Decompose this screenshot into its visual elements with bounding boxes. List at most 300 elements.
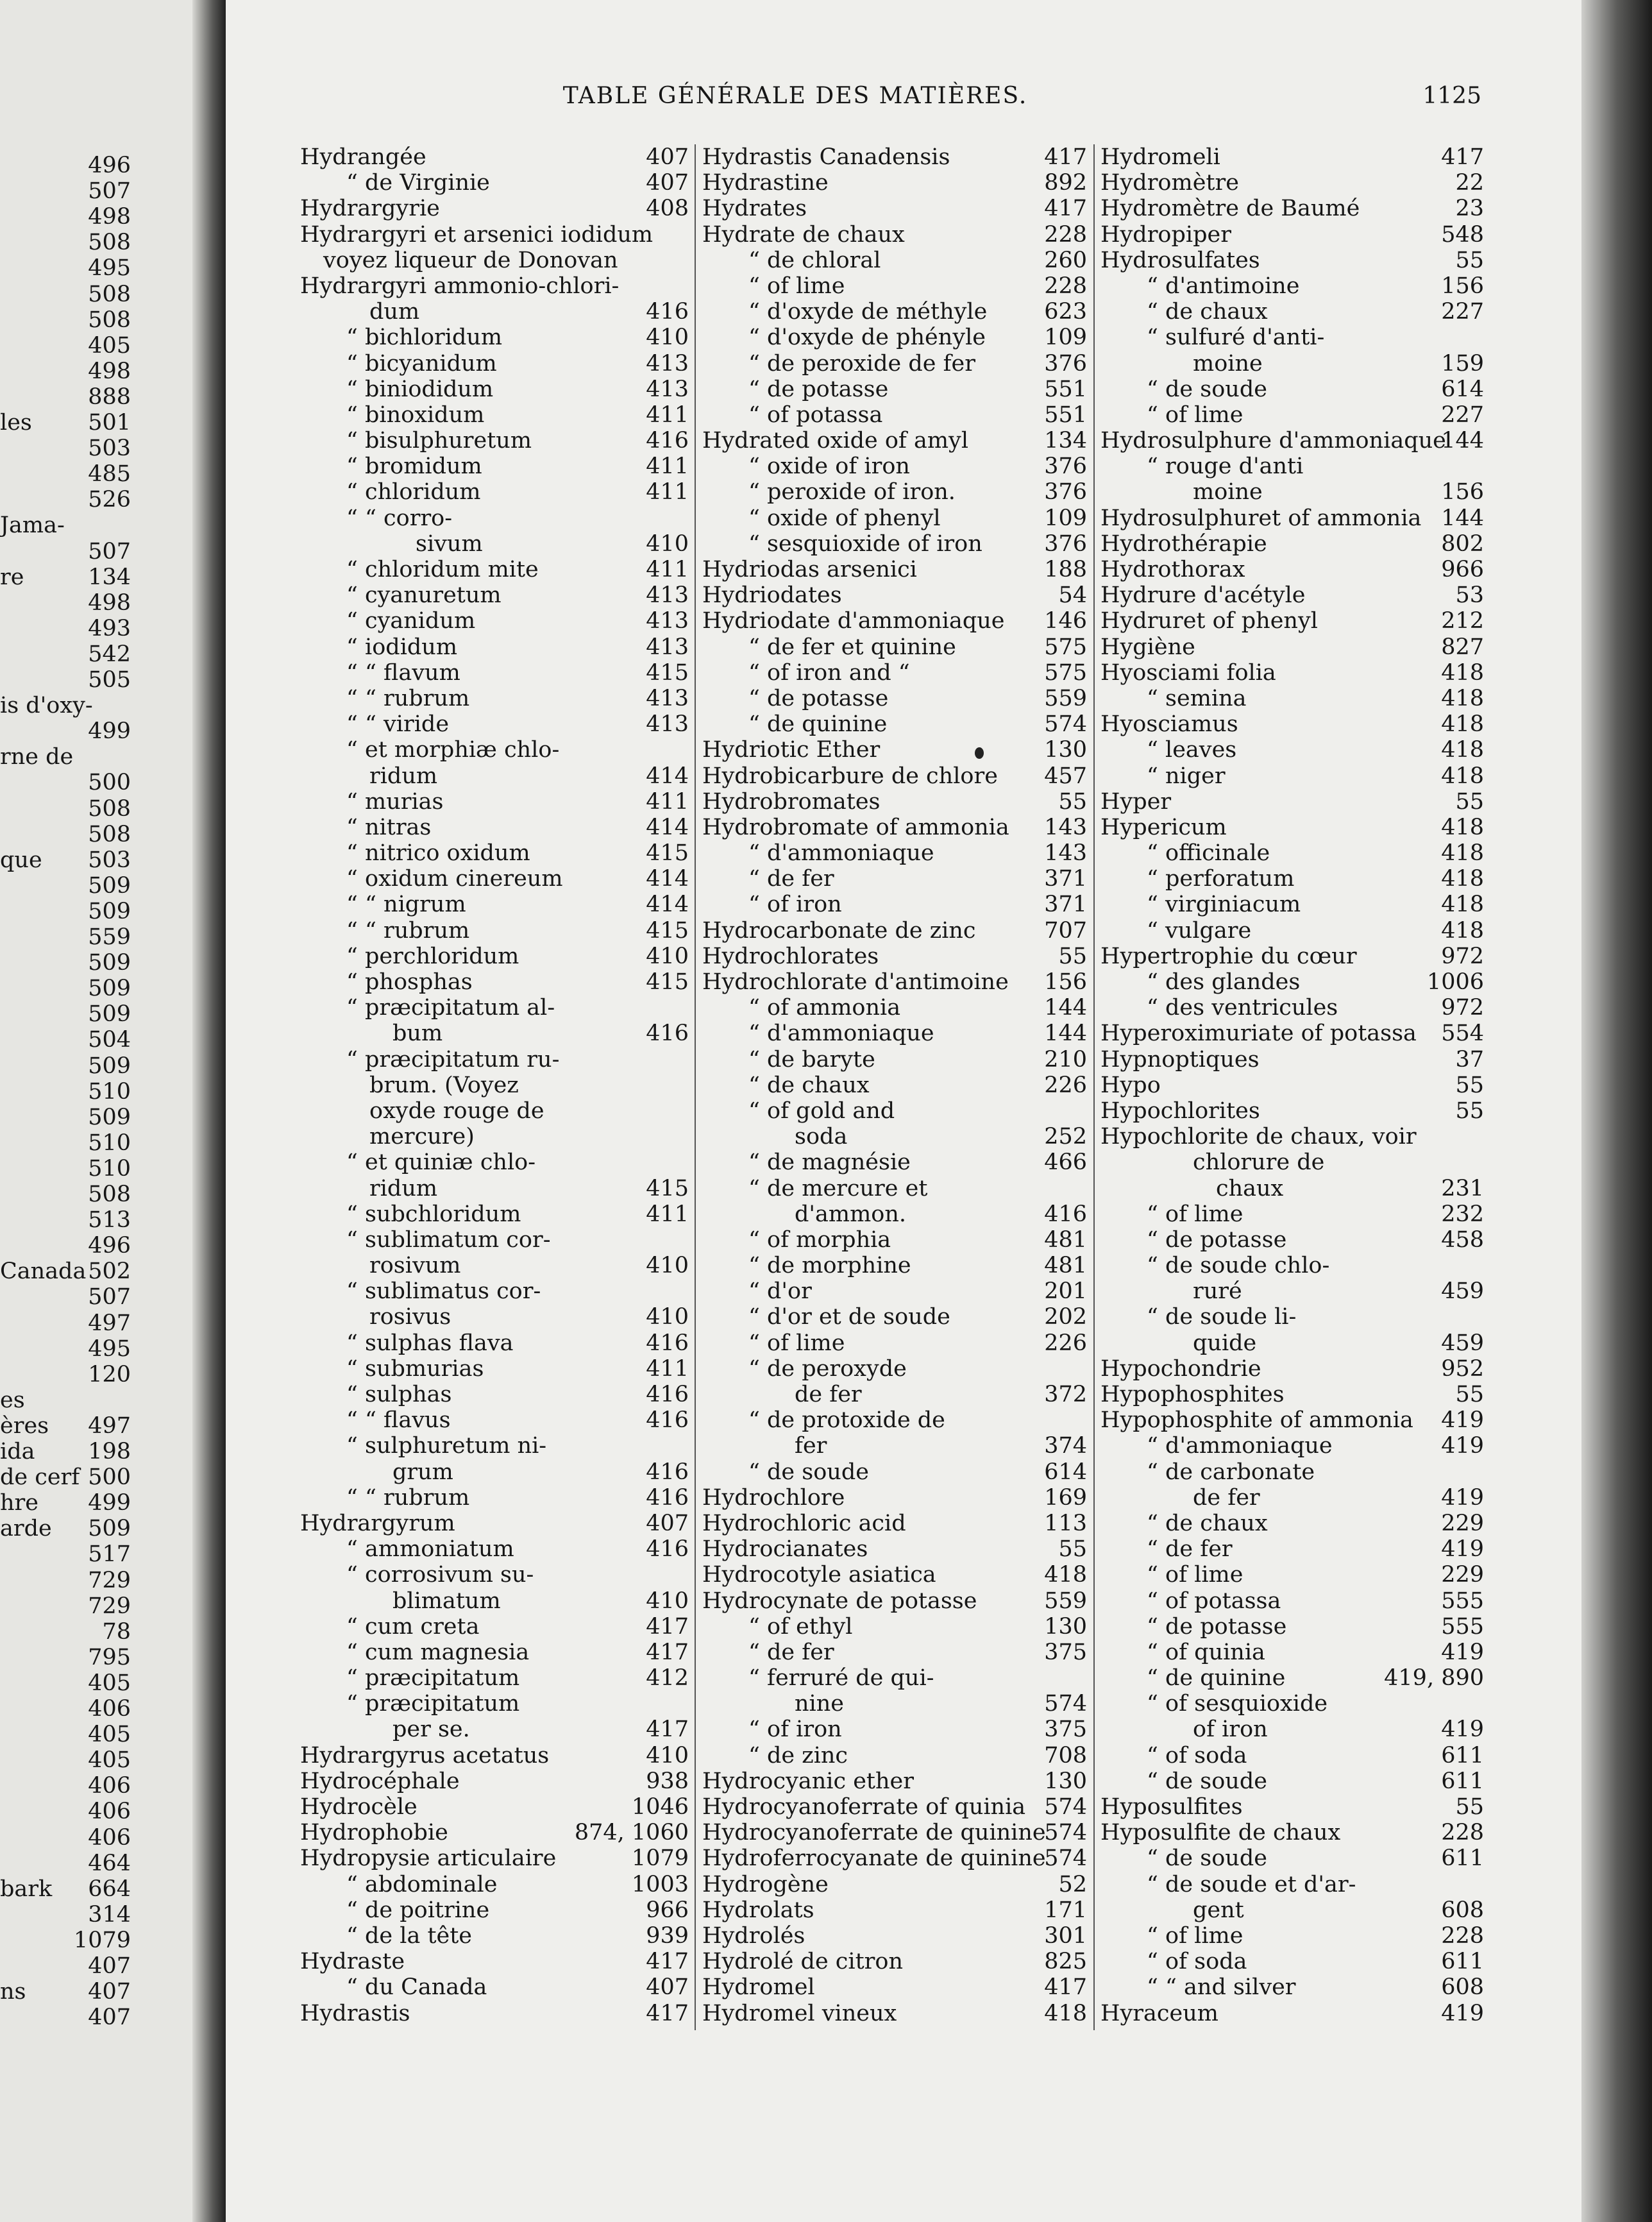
index-entry xyxy=(702,1511,1087,1536)
fragment-row xyxy=(0,641,192,667)
entry-page-ref: 212 xyxy=(1441,608,1484,634)
index-entry xyxy=(1100,1794,1484,1820)
fragment-row xyxy=(0,1439,192,1464)
fragment-page-ref: 407 xyxy=(88,2005,131,2031)
fragment-row xyxy=(0,1645,192,1670)
fragment-page-ref: 729 xyxy=(88,1567,131,1593)
index-entry xyxy=(1100,686,1484,711)
index-entry xyxy=(300,557,689,582)
index-entry xyxy=(300,402,689,428)
fragment-page-ref: 508 xyxy=(88,230,131,256)
index-entry xyxy=(702,582,1087,608)
index-entry xyxy=(300,763,689,789)
entry-term: Hydrolés xyxy=(702,1922,805,1949)
index-entry xyxy=(1100,1588,1484,1614)
fragment-page-ref: 729 xyxy=(88,1593,131,1619)
entry-term: oxyde rouge de xyxy=(369,1098,544,1124)
entry-term: “ bichloridum xyxy=(346,325,503,351)
entry-page-ref: 411 xyxy=(646,1201,689,1227)
index-entry xyxy=(702,351,1087,377)
index-entry xyxy=(702,840,1087,866)
index-entry xyxy=(300,1923,689,1949)
entry-term: Hypochlorites xyxy=(1100,1098,1260,1124)
index-entry xyxy=(702,1614,1087,1640)
fragment-row xyxy=(0,1593,192,1619)
entry-page-ref: 416 xyxy=(646,428,689,454)
entry-term: “ submurias xyxy=(346,1355,484,1382)
fragment-page-ref: 1079 xyxy=(73,1927,131,1953)
entry-page-ref: 559 xyxy=(1044,685,1087,711)
fragment-row xyxy=(0,1928,192,1953)
entry-term: chaux xyxy=(1216,1175,1284,1201)
entry-term: “ d'ammoniaque xyxy=(748,1021,934,1047)
fragment-row xyxy=(0,153,192,178)
entry-page-ref: 574 xyxy=(1044,1845,1087,1872)
entry-term: “ de fer xyxy=(748,866,834,892)
index-entry xyxy=(702,2001,1087,2026)
fragment-page-ref: 500 xyxy=(88,1464,131,1491)
fragment-text: ida xyxy=(0,1439,35,1464)
entry-term: “ de chaux xyxy=(1147,1510,1268,1536)
fragment-page-ref: 795 xyxy=(88,1644,131,1670)
entry-page-ref: 481 xyxy=(1044,1226,1087,1253)
fragment-row xyxy=(0,1747,192,1773)
index-entry xyxy=(702,1433,1087,1459)
index-entry xyxy=(1100,1073,1484,1098)
index-entry xyxy=(702,1588,1087,1614)
entry-term: “ of morphia xyxy=(748,1226,891,1253)
fragment-page-ref: 507 xyxy=(88,178,131,205)
fragment-page-ref: 495 xyxy=(88,255,131,282)
entry-page-ref: 827 xyxy=(1441,634,1484,660)
entry-term: Hydrangée xyxy=(300,144,426,170)
fragment-text: arde xyxy=(0,1516,52,1542)
entry-term: “ de potasse xyxy=(748,685,889,711)
index-entry xyxy=(300,892,689,917)
entry-term: Hydropysie articulaire xyxy=(300,1845,557,1872)
index-entry xyxy=(1100,454,1484,479)
entry-page-ref: 143 xyxy=(1044,840,1087,867)
entry-page-ref: 22 xyxy=(1455,170,1484,196)
index-entry xyxy=(1100,196,1484,221)
entry-page-ref: 130 xyxy=(1044,1768,1087,1794)
entry-term: Hydrochloric acid xyxy=(702,1510,906,1536)
entry-term: Hydrocyanic ether xyxy=(702,1768,914,1794)
entry-term: Hypericum xyxy=(1100,814,1227,840)
index-entry xyxy=(702,1407,1087,1433)
index-entry xyxy=(300,1253,689,1278)
index-entry xyxy=(1100,866,1484,892)
entry-page-ref: 459 xyxy=(1441,1330,1484,1356)
entry-page-ref: 1006 xyxy=(1426,969,1484,995)
entry-page-ref: 228 xyxy=(1441,1922,1484,1949)
entry-page-ref: 54 xyxy=(1058,582,1087,609)
entry-term: chlorure de xyxy=(1193,1149,1325,1176)
index-entry xyxy=(1100,1124,1484,1149)
entry-term: “ of lime xyxy=(748,273,845,299)
entry-term: Hydrastine xyxy=(702,170,829,196)
entry-page-ref: 226 xyxy=(1044,1072,1087,1098)
index-entry xyxy=(300,1640,689,1665)
index-entry xyxy=(1100,273,1484,299)
fragment-page-ref: 498 xyxy=(88,358,131,384)
entry-page-ref: 418 xyxy=(1441,659,1484,686)
entry-term: Hydromeli xyxy=(1100,144,1220,170)
fragment-page-ref: 405 xyxy=(88,1747,131,1774)
fragment-page-ref: 509 xyxy=(88,976,131,1002)
entry-page-ref: 228 xyxy=(1441,1820,1484,1846)
fragment-text: re xyxy=(0,564,24,590)
entry-page-ref: 419 xyxy=(1441,1639,1484,1665)
index-entry xyxy=(1100,1304,1484,1330)
fragment-page-ref: 508 xyxy=(88,1182,131,1207)
entry-page-ref: 413 xyxy=(646,350,689,377)
entry-term: sivum xyxy=(416,530,483,557)
entry-page-ref: 418 xyxy=(1441,737,1484,763)
entry-term: “ sublimatus cor- xyxy=(346,1278,541,1305)
index-entry xyxy=(300,531,689,557)
entry-term: “ de zinc xyxy=(748,1742,848,1768)
index-entry xyxy=(1100,969,1484,995)
entry-term: Hydrated oxide of amyl xyxy=(702,428,969,454)
index-entry xyxy=(702,1743,1087,1768)
index-entry xyxy=(300,1047,689,1073)
index-entry xyxy=(300,789,689,815)
fragment-page-ref: 510 xyxy=(88,1155,131,1182)
index-entry xyxy=(300,351,689,377)
index-entry xyxy=(702,1047,1087,1073)
entry-term: “ iodidum xyxy=(346,634,458,660)
entry-term: “ d'or xyxy=(748,1278,812,1305)
entry-term: “ de carbonate xyxy=(1147,1459,1315,1485)
fragment-row xyxy=(0,1696,192,1722)
index-entry xyxy=(300,1588,689,1614)
entry-term: “ perforatum xyxy=(1147,866,1295,892)
entry-term: Hydrocèle xyxy=(300,1794,417,1820)
ink-blot xyxy=(975,747,984,759)
fragment-page-ref: 503 xyxy=(88,436,131,462)
entry-page-ref: 1003 xyxy=(631,1871,689,1897)
entry-term: Hydrocotyle asiatica xyxy=(702,1562,936,1588)
entry-page-ref: 417 xyxy=(1044,196,1087,222)
entry-page-ref: 411 xyxy=(646,788,689,815)
index-entry xyxy=(1100,1536,1484,1562)
entry-term: “ abdominale xyxy=(346,1871,498,1897)
entry-page-ref: 419 xyxy=(1441,1407,1484,1434)
index-entry xyxy=(702,1820,1087,1845)
fragment-row xyxy=(0,1464,192,1490)
entry-page-ref: 418 xyxy=(1044,1562,1087,1588)
entry-term: “ de soude li- xyxy=(1147,1304,1297,1330)
entry-page-ref: 371 xyxy=(1044,892,1087,918)
fragment-row xyxy=(0,744,192,770)
fragment-row xyxy=(0,1568,192,1593)
entry-term: “ de Virginie xyxy=(346,170,490,196)
index-entry xyxy=(1100,2001,1484,2026)
entry-page-ref: 458 xyxy=(1441,1226,1484,1253)
entry-term: Hydrothérapie xyxy=(1100,530,1267,557)
entry-term: Hydrure d'acétyle xyxy=(1100,582,1306,609)
entry-page-ref: 376 xyxy=(1044,454,1087,480)
entry-term: Hydrastis Canadensis xyxy=(702,144,950,170)
index-entry xyxy=(1100,737,1484,763)
entry-term: “ rouge d'anti xyxy=(1147,454,1304,480)
fragment-row xyxy=(0,1105,192,1130)
fragment-page-ref: 508 xyxy=(88,307,131,333)
entry-term: “ of potassa xyxy=(748,402,883,428)
index-entry xyxy=(1100,1845,1484,1871)
fragment-row xyxy=(0,1413,192,1439)
entry-term: Hydrargyri et arsenici iodidum xyxy=(300,221,653,248)
entry-page-ref: 407 xyxy=(646,1974,689,2001)
entry-page-ref: 614 xyxy=(1441,376,1484,402)
entry-page-ref: 416 xyxy=(646,1536,689,1563)
column-rule-2 xyxy=(1093,144,1095,2030)
index-entry xyxy=(702,1073,1087,1098)
entry-term: “ cum magnesia xyxy=(346,1639,530,1665)
index-entry xyxy=(702,248,1087,273)
index-entry xyxy=(300,918,689,944)
index-entry xyxy=(300,1407,689,1433)
fragment-row xyxy=(0,178,192,204)
entry-term: Hydrocéphale xyxy=(300,1768,460,1794)
fragment-page-ref: 496 xyxy=(88,153,131,178)
entry-page-ref: 574 xyxy=(1044,711,1087,738)
entry-page-ref: 1046 xyxy=(631,1794,689,1820)
index-column-3 xyxy=(1100,144,1484,2024)
entry-term: Hyraceum xyxy=(1100,2000,1218,2026)
entry-page-ref: 416 xyxy=(646,1021,689,1047)
entry-term: “ of ammonia xyxy=(748,995,901,1021)
index-entry xyxy=(1100,892,1484,917)
index-entry xyxy=(702,196,1087,221)
index-entry xyxy=(300,1614,689,1640)
index-entry xyxy=(1100,1356,1484,1382)
entry-page-ref: 55 xyxy=(1455,788,1484,815)
fragment-page-ref: 495 xyxy=(88,1336,131,1362)
entry-page-ref: 146 xyxy=(1044,608,1087,634)
entry-page-ref: 952 xyxy=(1441,1355,1484,1382)
entry-term: “ “ corro- xyxy=(346,505,453,531)
index-entry xyxy=(702,377,1087,402)
index-entry xyxy=(300,144,689,170)
column-rule-1 xyxy=(695,144,696,2030)
entry-term: “ de soude xyxy=(1147,1768,1267,1794)
entry-page-ref: 55 xyxy=(1455,1098,1484,1124)
entry-term: brum. (Voyez xyxy=(369,1072,519,1098)
entry-page-ref: 416 xyxy=(646,1407,689,1434)
fragment-text: hre xyxy=(0,1490,38,1516)
entry-term: Hydrocyanoferrate of quinia xyxy=(702,1794,1026,1820)
fragment-page-ref: 517 xyxy=(88,1541,131,1568)
index-entry xyxy=(702,711,1087,737)
fragment-page-ref: 510 xyxy=(88,1078,131,1105)
entry-term: “ of soda xyxy=(1147,1949,1247,1975)
fragment-text: ns xyxy=(0,1979,26,2005)
entry-term: “ ammoniatum xyxy=(346,1536,514,1563)
entry-term: “ præcipitatum al- xyxy=(346,995,555,1021)
entry-term: “ of sesquioxide xyxy=(1147,1691,1328,1717)
index-entry xyxy=(1100,1691,1484,1717)
fragment-page-ref: 509 xyxy=(88,1053,131,1079)
index-entry xyxy=(300,1691,689,1717)
index-entry xyxy=(300,273,689,299)
entry-page-ref: 555 xyxy=(1441,1613,1484,1640)
index-entry xyxy=(702,1227,1087,1253)
index-entry xyxy=(300,1021,689,1046)
fragment-text: Jama- xyxy=(0,513,65,539)
fragment-row xyxy=(0,513,192,538)
entry-term: “ cyanidum xyxy=(346,608,476,634)
entry-term: “ perchloridum xyxy=(346,943,519,969)
index-entry xyxy=(300,1897,689,1923)
fragment-row xyxy=(0,384,192,410)
entry-page-ref: 417 xyxy=(646,1639,689,1665)
index-entry xyxy=(1100,1614,1484,1640)
index-entry xyxy=(300,1459,689,1485)
entry-page-ref: 55 xyxy=(1455,1072,1484,1098)
index-entry xyxy=(702,1691,1087,1717)
entry-term: “ de la tête xyxy=(346,1922,473,1949)
index-entry xyxy=(300,1949,689,1974)
index-column-2 xyxy=(702,144,1087,2024)
entry-term: “ de soude xyxy=(748,1459,869,1485)
entry-page-ref: 574 xyxy=(1044,1691,1087,1717)
entry-page-ref: 372 xyxy=(1044,1382,1087,1407)
index-entry xyxy=(702,969,1087,995)
index-column-1 xyxy=(300,144,689,2024)
entry-term: “ nitras xyxy=(346,814,432,840)
fragment-row xyxy=(0,204,192,230)
index-entry xyxy=(702,273,1087,299)
entry-term: Hydrolé de citron xyxy=(702,1949,903,1975)
fragment-page-ref: 509 xyxy=(88,950,131,976)
entry-page-ref: 144 xyxy=(1441,505,1484,531)
fragment-page-ref: 78 xyxy=(102,1618,131,1645)
entry-term: “ cum creta xyxy=(346,1613,480,1640)
entry-term: “ “ viride xyxy=(346,711,450,738)
entry-page-ref: 419 xyxy=(1441,2000,1484,2026)
index-entry xyxy=(702,1845,1087,1871)
fragment-page-ref: 499 xyxy=(88,718,131,745)
index-entry xyxy=(702,1974,1087,2000)
fragment-page-ref: 464 xyxy=(88,1850,131,1876)
entry-term: voyez liqueur de Donovan xyxy=(323,247,618,273)
entry-term: “ et morphiæ chlo- xyxy=(346,737,560,763)
entry-term: quide xyxy=(1193,1330,1257,1356)
entry-page-ref: 411 xyxy=(646,557,689,582)
entry-term: “ binoxidum xyxy=(346,402,485,428)
entry-term: Hydrogène xyxy=(702,1871,829,1897)
fragment-row xyxy=(0,564,192,590)
entry-term: “ of quinia xyxy=(1147,1639,1265,1665)
index-entry xyxy=(300,1149,689,1175)
index-entry xyxy=(300,582,689,608)
entry-term: “ officinale xyxy=(1147,840,1270,867)
fragment-page-ref: 407 xyxy=(88,1979,131,2005)
fragment-page-ref: 508 xyxy=(88,795,131,822)
index-entry xyxy=(300,1382,689,1407)
index-entry xyxy=(300,815,689,840)
index-entry xyxy=(1100,144,1484,170)
entry-term: “ de protoxide de xyxy=(748,1407,945,1434)
entry-term: “ oxidum cinereum xyxy=(346,866,563,892)
index-entry xyxy=(702,815,1087,840)
fragment-text: Canada xyxy=(0,1259,87,1285)
entry-page-ref: 229 xyxy=(1441,1562,1484,1588)
fragment-row xyxy=(0,282,192,307)
entry-page-ref: 466 xyxy=(1044,1149,1087,1176)
index-entry xyxy=(702,608,1087,634)
entry-page-ref: 407 xyxy=(646,144,689,170)
entry-term: Hydrate de chaux xyxy=(702,221,905,248)
fragment-row xyxy=(0,1207,192,1233)
entry-page-ref: 419, 890 xyxy=(1384,1665,1484,1692)
entry-term: Hyosciami folia xyxy=(1100,659,1276,686)
index-entry xyxy=(1100,1974,1484,2000)
fragment-page-ref: 499 xyxy=(88,1490,131,1516)
index-entry xyxy=(300,634,689,660)
entry-page-ref: 417 xyxy=(646,2000,689,2026)
entry-page-ref: 415 xyxy=(646,969,689,995)
index-entry xyxy=(300,1304,689,1330)
index-entry xyxy=(702,1459,1087,1485)
entry-term: Hypochlorite de chaux, voir xyxy=(1100,1124,1417,1150)
entry-page-ref: 419 xyxy=(1441,1433,1484,1459)
index-entry xyxy=(1100,1176,1484,1201)
page-number: 1125 xyxy=(1422,83,1481,109)
entry-page-ref: 457 xyxy=(1044,763,1087,789)
entry-term: Hypochondrie xyxy=(1100,1355,1261,1382)
index-entry xyxy=(1100,299,1484,325)
index-entry xyxy=(702,144,1087,170)
entry-term: Hydrolats xyxy=(702,1897,814,1923)
entry-page-ref: 130 xyxy=(1044,1613,1087,1640)
entry-term: “ nitrico oxidum xyxy=(346,840,530,867)
entry-term: Hypertrophie du cœur xyxy=(1100,943,1357,969)
entry-term: moine xyxy=(1193,350,1263,377)
index-entry xyxy=(702,634,1087,660)
entry-term: Hydrargyri ammonio-chlori- xyxy=(300,273,620,299)
fragment-page-ref: 526 xyxy=(88,487,131,513)
index-entry xyxy=(1100,377,1484,402)
entry-term: “ de baryte xyxy=(748,1046,875,1073)
entry-term: “ “ and silver xyxy=(1147,1974,1296,2001)
entry-page-ref: 144 xyxy=(1044,1021,1087,1047)
entry-page-ref: 144 xyxy=(1044,995,1087,1021)
entry-page-ref: 23 xyxy=(1455,196,1484,222)
entry-term: dum xyxy=(369,299,420,325)
entry-page-ref: 226 xyxy=(1044,1330,1087,1356)
entry-term: Hydriodates xyxy=(702,582,842,609)
index-entry xyxy=(1100,582,1484,608)
entry-term: “ “ rubrum xyxy=(346,685,470,711)
entry-page-ref: 419 xyxy=(1441,1717,1484,1743)
index-entry xyxy=(702,1021,1087,1046)
fragment-page-ref: 508 xyxy=(88,821,131,847)
index-entry xyxy=(300,944,689,969)
index-entry xyxy=(702,1149,1087,1175)
index-entry xyxy=(300,1794,689,1820)
index-entry xyxy=(1100,1021,1484,1046)
entry-page-ref: 418 xyxy=(1441,892,1484,918)
entry-term: “ sulphas xyxy=(346,1382,452,1407)
entry-page-ref: 37 xyxy=(1455,1046,1484,1073)
entry-page-ref: 410 xyxy=(646,530,689,557)
fragment-row xyxy=(0,333,192,359)
entry-page-ref: 611 xyxy=(1441,1742,1484,1768)
entry-term: of iron xyxy=(1193,1717,1268,1743)
